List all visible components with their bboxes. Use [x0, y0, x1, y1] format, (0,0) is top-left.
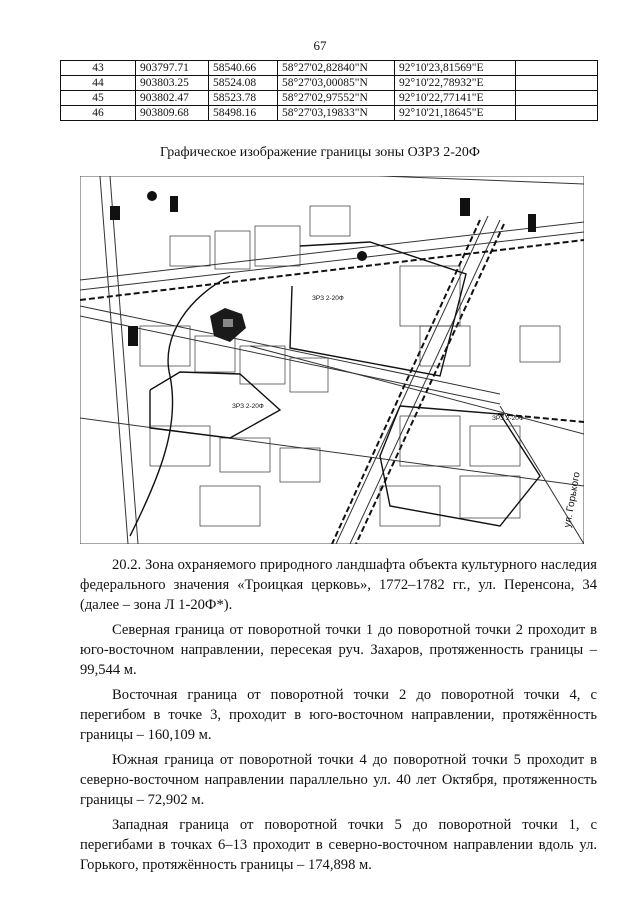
zone-label: ЗРЗ 2-20Ф — [312, 295, 344, 302]
zone-label: ЗРЗ 2-20Ф — [492, 415, 524, 422]
paragraph: Северная граница от поворотной точки 1 до поворотной точки 2 проходит в юго-восточном направлении, пересекая руч. Захаров, протяженность границы – 99,544 м. — [80, 622, 597, 678]
table-cell: 45 — [61, 91, 136, 106]
table-cell: 58498.16 — [209, 106, 278, 121]
table-cell: 58°27'03,19833"N — [278, 106, 395, 121]
table-cell: 903802.47 — [136, 91, 209, 106]
table-cell: 92°10'21,18645"E — [395, 106, 516, 121]
table-cell: 58524.08 — [209, 76, 278, 91]
table-cell — [516, 76, 598, 91]
paragraph: Западная граница от поворотной точки 5 до поворотной точки 1, с перегибами в точках 6–13 проходит в северно-восточном направлении вдоль ул. Горького, протяжённость границы – 174,898 м. — [80, 817, 597, 873]
table-row — [61, 106, 598, 121]
document-body — [80, 555, 597, 880]
table-row — [61, 61, 598, 76]
table-cell: 903803.25 — [136, 76, 209, 91]
zone-map-drawing — [80, 176, 584, 544]
zone-map — [80, 176, 584, 544]
page-number: 67 — [313, 38, 327, 53]
table-cell — [516, 61, 598, 76]
paragraph: Восточная граница от поворотной точки 2 до поворотной точки 4, с перегибом в точке 3, проходит в юго-восточном направлении, протяжённость границы – 160,109 м. — [80, 687, 597, 743]
street-label: ул. Горького — [562, 471, 583, 529]
table-cell: 43 — [61, 61, 136, 76]
table-cell: 92°10'22,77141"E — [395, 91, 516, 106]
coordinates-table — [60, 60, 598, 121]
table-cell: 58540.66 — [209, 61, 278, 76]
table-cell: 92°10'23,81569"E — [395, 61, 516, 76]
table-cell: 46 — [61, 106, 136, 121]
table-cell: 92°10'22,78932"E — [395, 76, 516, 91]
table-cell: 903809.68 — [136, 106, 209, 121]
figure-title: Графическое изображение границы зоны ОЗРЗ 2-20Ф — [160, 145, 480, 160]
table-cell: 58°27'02,82840"N — [278, 61, 395, 76]
zone-label: ЗРЗ 2-20Ф — [232, 403, 264, 410]
table-cell: 44 — [61, 76, 136, 91]
paragraph: Южная граница от поворотной точки 4 до поворотной точки 5 проходит в северно-восточном направлении параллельно ул. 40 лет Октября, протяженность границы – 72,902 м. — [80, 752, 597, 808]
table-row — [61, 91, 598, 106]
table-cell — [516, 106, 598, 121]
table-cell: 58°27'03,00085"N — [278, 76, 395, 91]
paragraph: 20.2. Зона охраняемого природного ландшафта объекта культурного наследия федерального значения «Троицкая церковь», 1772–1782 гг., ул. Перенсона, 34 (далее – зона Л 1-20Ф*). — [80, 557, 597, 613]
table-row — [61, 76, 598, 91]
table-cell: 903797.71 — [136, 61, 209, 76]
table-cell — [516, 91, 598, 106]
table-cell: 58523.78 — [209, 91, 278, 106]
table-cell: 58°27'02,97552"N — [278, 91, 395, 106]
